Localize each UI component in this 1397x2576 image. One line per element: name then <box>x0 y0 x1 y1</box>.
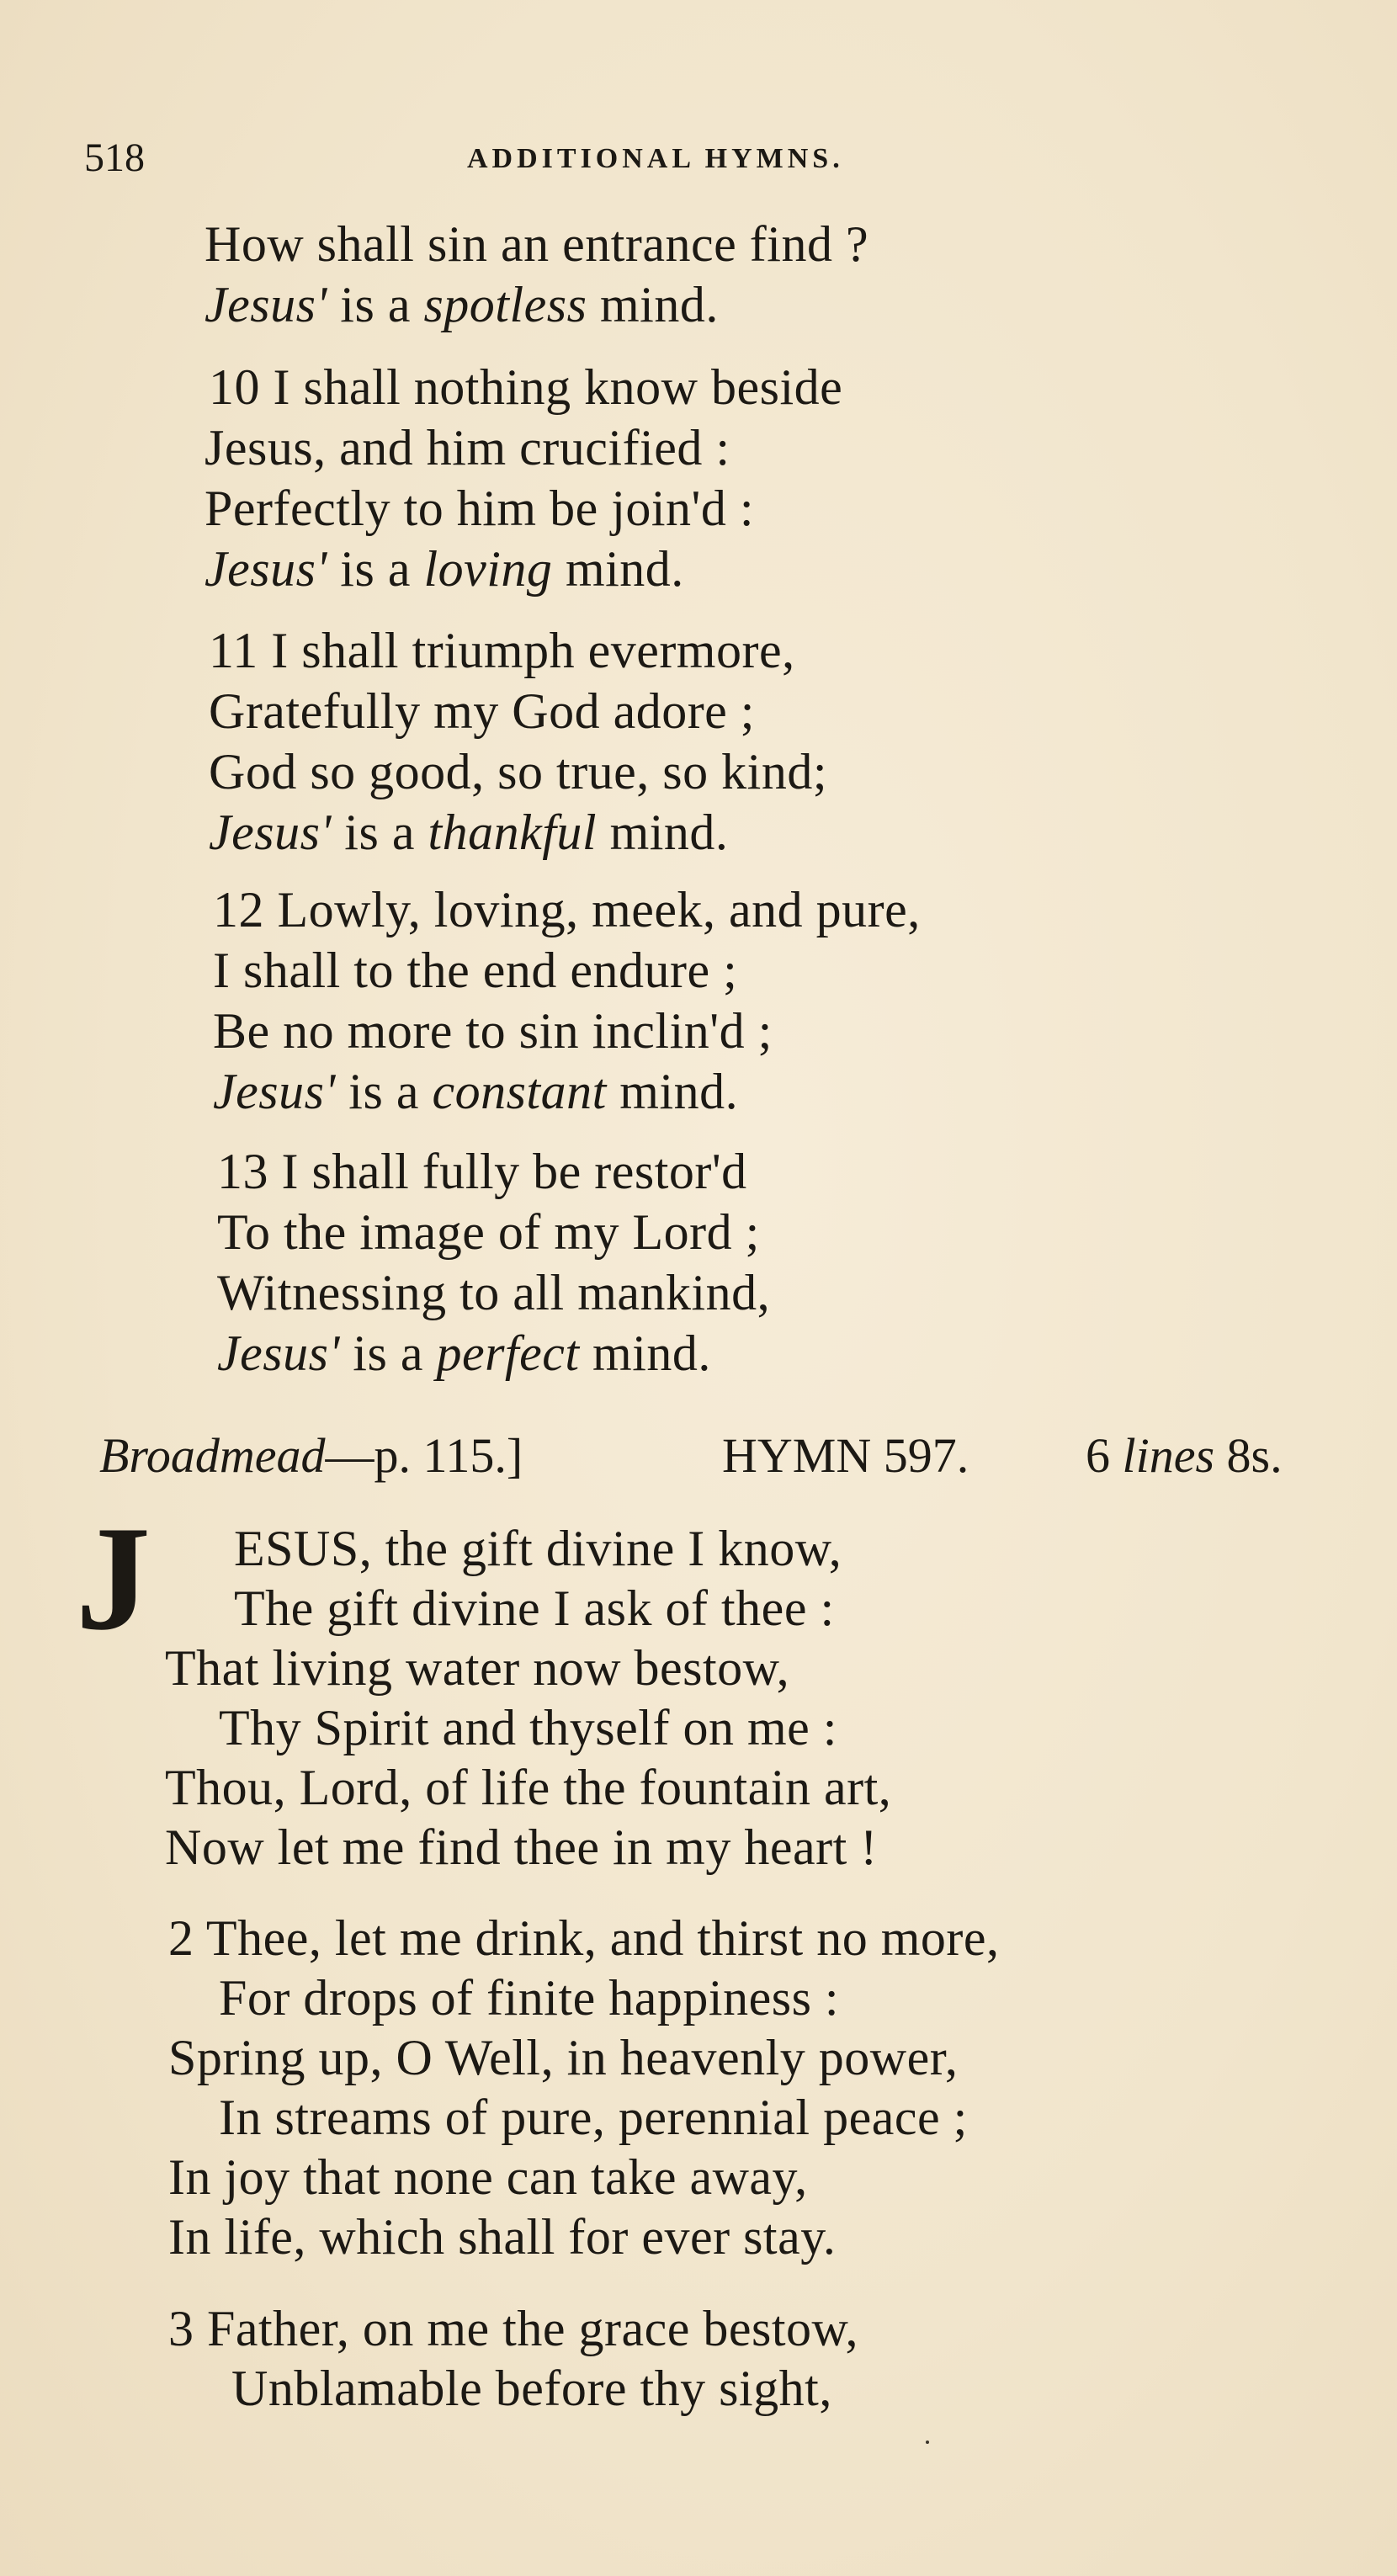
running-title: ADDITIONAL HYMNS. <box>467 143 844 174</box>
verse-line <box>205 275 719 334</box>
italic-word: constant <box>432 1064 607 1119</box>
verse-line: Thou, Lord, of life the fountain art, <box>165 1760 892 1815</box>
hymn-number: HYMN 597. <box>722 1428 969 1483</box>
verse-text: mind. <box>552 541 684 597</box>
verse-line: Spring up, O Well, in heavenly power, <box>168 2030 959 2085</box>
verse-line: Now let me find thee in my heart ! <box>165 1819 878 1875</box>
verse-text: is a <box>331 805 428 860</box>
italic-word: thankful <box>428 805 598 860</box>
verse-text: is a <box>335 1064 433 1119</box>
page-number: 518 <box>84 135 145 180</box>
verse-line: In streams of pure, perennial peace ; <box>219 2090 968 2145</box>
stanza-13-line-1: 13 I shall fully be restor'd <box>217 1144 747 1199</box>
verse-line: God so good, so true, so kind; <box>209 744 827 799</box>
verse-line: In joy that none can take away, <box>168 2149 808 2205</box>
verse-line <box>209 803 728 862</box>
verse-line: To the image of my Lord ; <box>217 1204 760 1260</box>
verse-line: Perfectly to him be join'd : <box>205 481 755 536</box>
verse-line: Gratefully my God adore ; <box>209 683 755 739</box>
italic-word: Jesus' <box>217 1325 340 1381</box>
verse-line: Unblamable before thy sight, <box>231 2361 832 2416</box>
verse-text: is a <box>339 1325 437 1381</box>
tune-page-ref: —p. 115.] <box>325 1428 523 1483</box>
verse-line: Witnessing to all mankind, <box>217 1265 771 1320</box>
italic-word: Jesus' <box>205 541 327 597</box>
drop-cap: J <box>76 1495 151 1661</box>
verse-text: mind. <box>579 1325 711 1381</box>
verse-line: The gift divine I ask of thee : <box>234 1580 835 1636</box>
italic-word: Jesus' <box>213 1064 336 1119</box>
verse-line: That living water now bestow, <box>165 1640 790 1696</box>
meter-word: lines <box>1122 1428 1215 1483</box>
verse-line: Thy Spirit and thyself on me : <box>219 1700 837 1755</box>
tune-reference <box>99 1426 523 1485</box>
verse-line: In life, which shall for ever stay. <box>168 2209 837 2265</box>
stanza-11-line-1: 11 I shall triumph evermore, <box>209 623 795 678</box>
paper-speck <box>926 2441 929 2444</box>
verse-line <box>213 1062 738 1121</box>
stanza-2-line-1: 2 Thee, let me drink, and thirst no more, <box>168 1910 1000 1966</box>
stanza-3-line-1: 3 Father, on me the grace bestow, <box>168 2301 858 2356</box>
italic-word: loving <box>423 541 553 597</box>
verse-text: mind. <box>606 1064 739 1119</box>
stanza-12-line-1: 12 Lowly, loving, meek, and pure, <box>213 882 921 937</box>
hymn-meter <box>1086 1426 1283 1485</box>
verse-text: is a <box>327 277 424 332</box>
verse-text: mind. <box>587 277 719 332</box>
italic-word: spotless <box>423 277 587 332</box>
verse-line: How shall sin an entrance find ? <box>205 216 869 272</box>
verse-line: For drops of finite happiness : <box>219 1970 840 2026</box>
tune-name: Broadmead <box>99 1428 326 1483</box>
italic-word: perfect <box>436 1325 580 1381</box>
verse-line <box>205 539 684 598</box>
italic-word: Jesus' <box>205 277 327 332</box>
italic-word: Jesus' <box>209 805 332 860</box>
verse-line: Be no more to sin inclin'd ; <box>213 1003 773 1059</box>
verse-line <box>217 1324 711 1383</box>
verse-text: mind. <box>597 805 729 860</box>
meter-suffix: 8s. <box>1214 1428 1283 1483</box>
stanza-10-line-1: 10 I shall nothing know beside <box>209 359 843 415</box>
verse-line: I shall to the end endure ; <box>213 943 738 998</box>
verse-line: ESUS, the gift divine I know, <box>234 1521 842 1576</box>
meter-count: 6 <box>1086 1428 1123 1483</box>
verse-text: is a <box>327 541 424 597</box>
verse-line: Jesus, and him crucified : <box>205 420 730 475</box>
